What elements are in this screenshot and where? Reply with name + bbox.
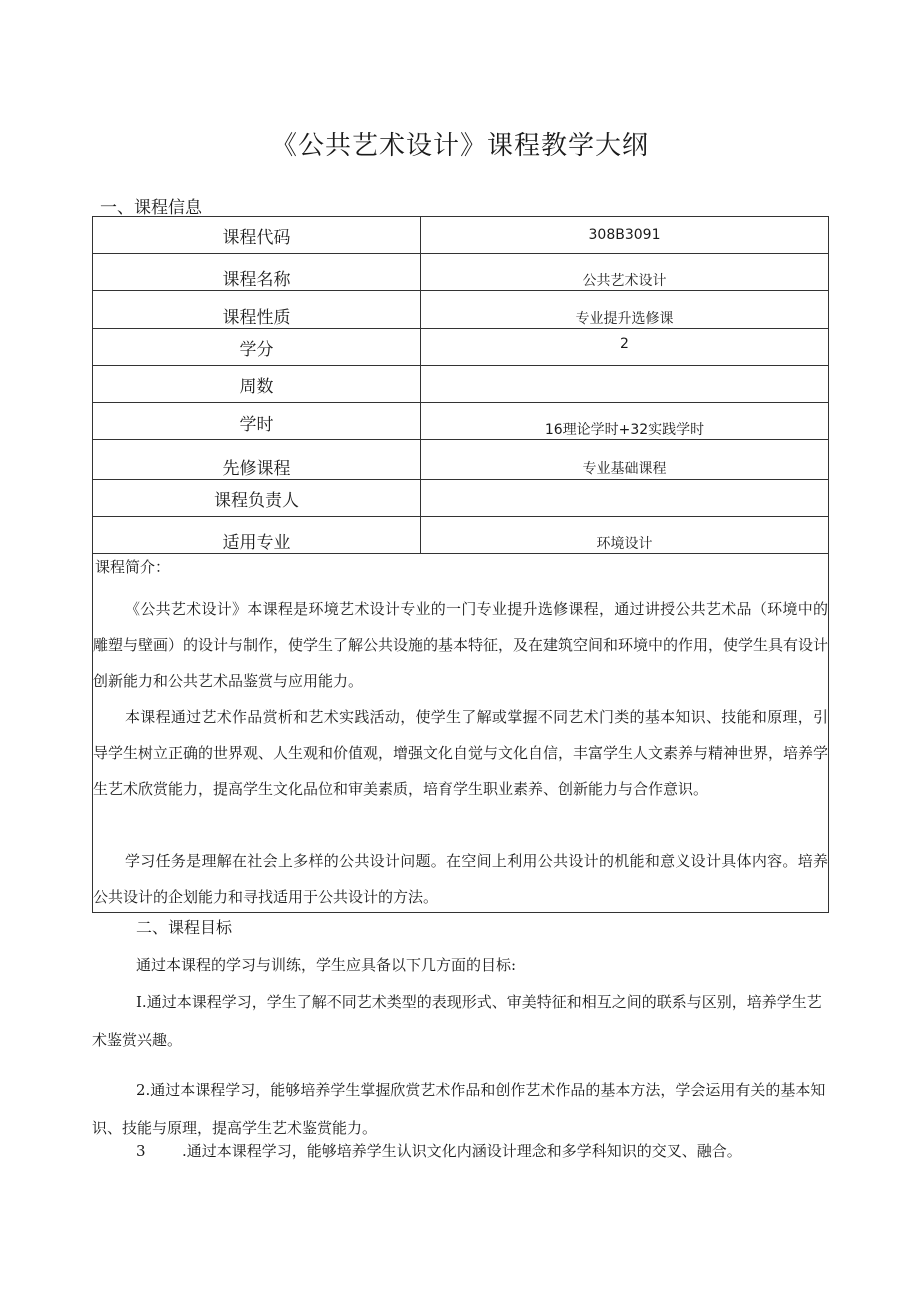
section-heading-course-goals: 二、课程目标: [136, 918, 233, 937]
intro-label: 课程简介：: [95, 558, 171, 576]
info-value: 专业基础课程: [421, 440, 829, 480]
intro-paragraph: 学习任务是理解在社会上多样的公共设计问题。在空间上利用公共设计的机能和意义设计具体内容。培养公共设计的企划能力和寻找适用于公共设计的方法。: [93, 852, 828, 906]
table-row: [93, 366, 829, 403]
info-key: 课程性质: [93, 291, 421, 329]
page-title: 《公共艺术设计》课程教学大纲: [270, 131, 649, 162]
table-row: [93, 480, 829, 517]
info-value: 2: [421, 329, 829, 366]
info-value: 环境设计: [421, 517, 829, 554]
intro-paragraph: 本课程通过艺术作品赏析和艺术实践活动，使学生了解或掌握不同艺术门类的基本知识、技能和原理，引导学生树立正确的世界观、人生观和价值观，增强文化自觉与文化自信，丰富学生人文素养与精神世界，培养学生艺术欣赏能力，提高学生文化品位和审美素质，培育学生职业素养、创新能力与合作意识。: [93, 708, 829, 798]
info-value: [421, 366, 829, 403]
info-value: 专业提升选修课: [421, 291, 829, 329]
goals-lead: 通过本课程的学习与训练，学生应具备以下几方面的目标:: [136, 956, 517, 974]
info-key: 学时: [93, 403, 421, 440]
info-value: [421, 480, 829, 517]
info-key: 周数: [93, 366, 421, 403]
table-row: [93, 517, 829, 554]
goal-number: 3: [136, 1142, 146, 1160]
goal-item: I.通过本课程学习，学生了解不同艺术类型的表现形式、审美特征和相互之间的联系与区别，培养学生艺术鉴赏兴趣。: [92, 993, 822, 1049]
table-row: [93, 291, 829, 329]
info-value: 16理论学时+32实践学时: [421, 403, 829, 440]
info-key: 课程负责人: [93, 480, 421, 517]
goal-item: 2.通过本课程学习，能够培养学生掌握欣赏艺术作品和创作艺术作品的基本方法，学会运用有关的基本知识、技能与原理，提高学生艺术鉴赏能力。: [92, 1081, 826, 1137]
goal-item: [136, 1133, 836, 1169]
table-row: [93, 329, 829, 366]
table-row: [93, 254, 829, 291]
table-row: [93, 440, 829, 480]
info-value: 308B3091: [421, 217, 829, 254]
table-row: [93, 217, 829, 254]
course-info-table: [92, 216, 829, 554]
section-heading-course-info: 一、课程信息: [100, 198, 202, 218]
info-value: 公共艺术设计: [421, 254, 829, 291]
table-row: [93, 403, 829, 440]
info-key: 先修课程: [93, 440, 421, 480]
intro-paragraph: 《公共艺术设计》本课程是环境艺术设计专业的一门专业提升选修课程，通过讲授公共艺术品（环境中的雕塑与壁画）的设计与制作，使学生了解公共设施的基本特征，及在建筑空间和环境中的作用，使学生具有设计创新能力和公共艺术品鉴赏与应用能力。: [93, 600, 829, 690]
course-intro-box: [92, 549, 829, 913]
info-key: 学分: [93, 329, 421, 366]
info-key: 课程名称: [93, 254, 421, 291]
goal-text: .通过本课程学习，能够培养学生认识文化内涵设计理念和多学科知识的交叉、融合。: [182, 1142, 742, 1160]
info-key: 课程代码: [93, 217, 421, 254]
info-key: 适用专业: [93, 517, 421, 554]
